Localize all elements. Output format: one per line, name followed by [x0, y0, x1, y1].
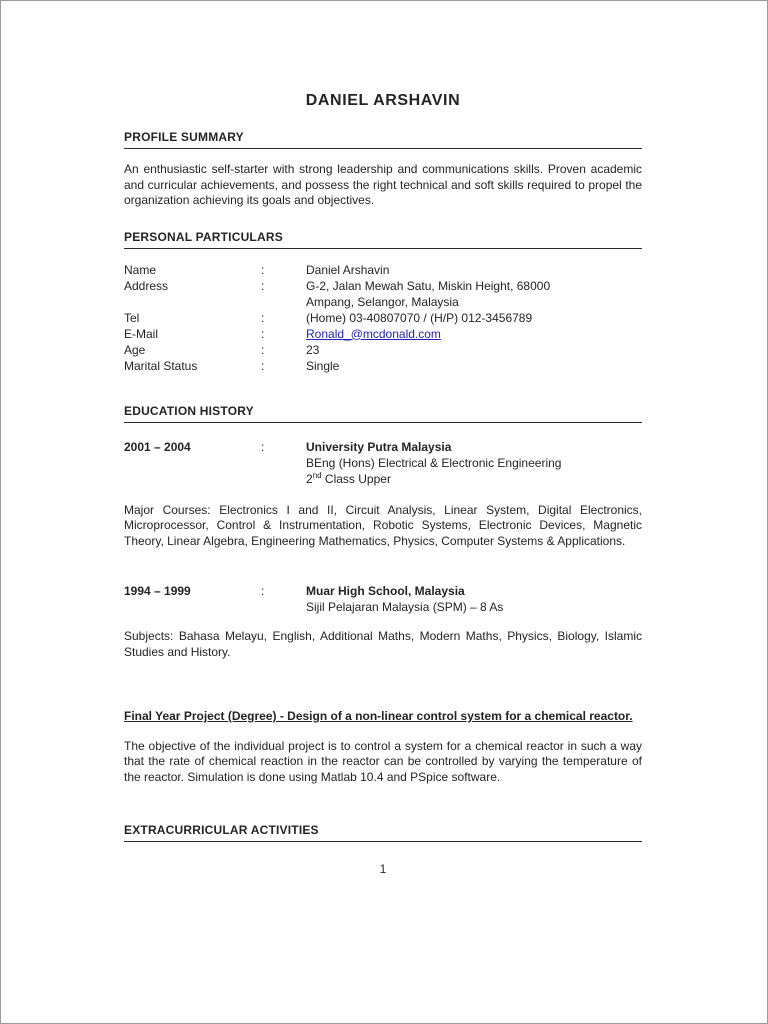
degree-class-base: 2	[306, 471, 313, 486]
education-colon-1: :	[261, 439, 265, 454]
row-tel	[124, 310, 642, 326]
institution-name-1: University Putra Malaysia	[306, 439, 452, 454]
education-entry-degree	[124, 439, 642, 487]
row-age	[124, 342, 642, 358]
row-marital-status-colon: :	[261, 358, 265, 373]
row-tel-colon: :	[261, 310, 265, 325]
address-line-2: Ampang, Selangor, Malaysia	[306, 294, 459, 309]
degree-title: BEng (Hons) Electrical & Electronic Engineering	[306, 455, 562, 470]
degree-class	[306, 471, 642, 487]
section-personal-particulars	[124, 230, 642, 374]
row-address	[124, 278, 642, 310]
profile-summary-heading: PROFILE SUMMARY	[124, 130, 642, 149]
row-marital-status	[124, 358, 642, 374]
page-number: 1	[379, 862, 387, 876]
row-address-colon: :	[261, 278, 265, 293]
row-marital-status-label: Marital Status	[124, 358, 198, 373]
row-age-value: 23	[306, 342, 320, 357]
final-year-project-heading: Final Year Project (Degree) - Design of a non-linear control system for a chemical reactor.	[124, 709, 633, 723]
education-history-heading: EDUCATION HISTORY	[124, 404, 642, 423]
row-name-value: Daniel Arshavin	[306, 262, 390, 277]
final-year-project-body: The objective of the individual project is to control a system for a chemical reactor in such a way that the rate of chemical reaction in the reactor can be controlled by varying the temperature of the reactor. Simulation is done using Matlab 10.4 and PSpice software.	[124, 738, 642, 784]
section-extracurricular-activities	[124, 823, 642, 842]
education-details-1	[306, 439, 642, 487]
education-colon-2: :	[261, 584, 265, 598]
row-name	[124, 262, 642, 278]
email-link[interactable]: Ronald_@mcdonald.com	[306, 326, 441, 341]
subjects-paragraph: Subjects: Bahasa Melayu, English, Additional Maths, Modern Maths, Physics, Biology, Islamic Studies and History.	[124, 629, 642, 659]
row-age-colon: :	[261, 342, 265, 357]
row-email-colon: :	[261, 326, 265, 341]
personal-particulars-heading: PERSONAL PARTICULARS	[124, 230, 642, 249]
degree-class-sup: nd	[312, 470, 322, 480]
page-title: DANIEL ARSHAVIN	[305, 92, 461, 109]
row-age-label: Age	[124, 342, 146, 357]
row-address-label: Address	[124, 278, 169, 293]
row-tel-value: (Home) 03-40807070 / (H/P) 012-3456789	[306, 310, 533, 325]
profile-summary-body: An enthusiastic self-starter with strong leadership and communications skills. Proven academic and curricular achievements, and possess the right technical and soft skills required to propel the organization achieving its goals and objectives.	[124, 162, 642, 207]
row-email-value	[306, 326, 642, 342]
institution-name-2: Muar High School, Malaysia	[306, 584, 465, 598]
row-address-value	[306, 278, 642, 310]
education-entry-school	[124, 583, 642, 615]
school-certificate: Sijil Pelajaran Malaysia (SPM) – 8 As	[306, 600, 504, 614]
row-tel-label: Tel	[124, 310, 140, 325]
address-line-1: G-2, Jalan Mewah Satu, Miskin Height, 68000	[306, 278, 551, 293]
education-period-1: 2001 – 2004	[124, 439, 191, 454]
extracurricular-activities-heading: EXTRACURRICULAR ACTIVITIES	[124, 823, 642, 842]
row-name-colon: :	[261, 262, 265, 277]
row-email	[124, 326, 642, 342]
degree-class-rest: Class Upper	[321, 471, 391, 486]
row-marital-status-value: Single	[306, 358, 340, 373]
education-details-2	[306, 583, 642, 615]
major-courses-paragraph: Major Courses: Electronics I and II, Circuit Analysis, Linear System, Digital Electronics, Microprocessor, Control & Instrumentation, Robotic Systems, Electronic Devices, Magnetic Theory, Linear Algebra, Engineering Mathematics, Physics, Computer Systems & Applications.	[124, 502, 642, 548]
section-profile-summary	[124, 130, 642, 209]
row-name-label: Name	[124, 262, 157, 277]
education-period-2: 1994 – 1999	[124, 584, 191, 598]
section-final-year-project	[124, 709, 642, 785]
section-education-history	[124, 404, 642, 661]
personal-particulars-table	[124, 262, 642, 374]
row-email-label: E-Mail	[124, 326, 159, 341]
